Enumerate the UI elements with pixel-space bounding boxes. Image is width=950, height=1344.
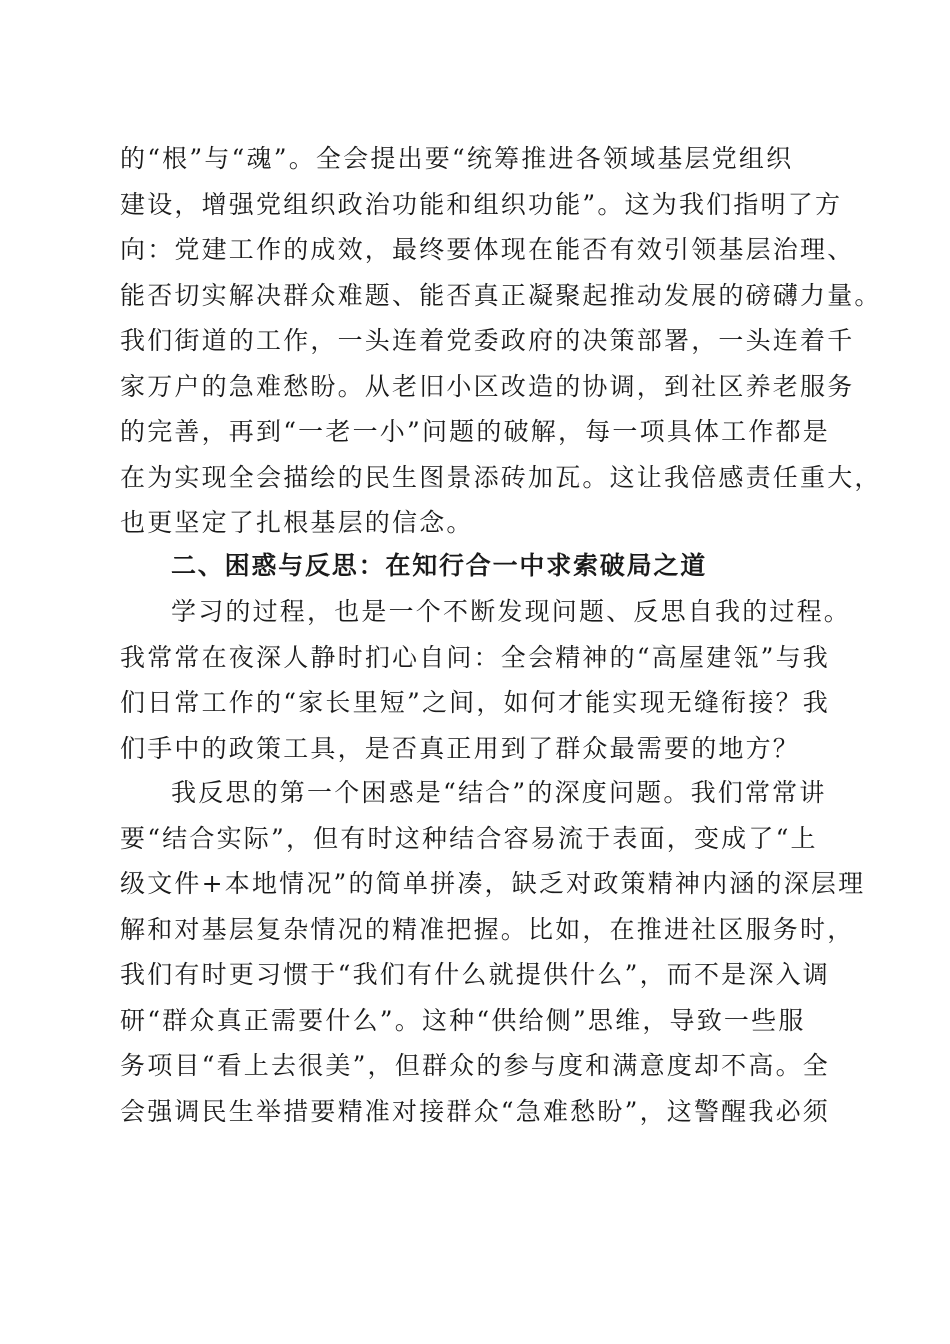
paragraph-line: 务项目“看上去很美”，但群众的参与度和满意度却不高。全 [120,1051,830,1080]
paragraph-line: 要“结合实际”，但有时这种结合容易流于表面，变成了“上 [120,823,818,853]
paragraph-line: 我反思的第一个困惑是“结合”的深度问题。我们常常讲 [171,778,827,807]
paragraph-line: 们手中的政策工具，是否真正用到了群众最需要的地方？ [120,733,801,763]
paragraph-line: 在为实现全会描绘的民生图景添砖加瓦。这让我倍感责任重大， [120,462,882,492]
paragraph-line: 能否切实解决群众难题、能否真正凝聚起推动发展的磅礴力量。 [120,280,882,310]
paragraph-line: 们日常工作的“家长里短”之间，如何才能实现无缝衔接？我 [120,688,830,717]
section-heading: 二、困惑与反思：在知行合一中求索破局之道 [171,551,708,580]
paragraph-line: 家万户的急难愁盼。从老旧小区改造的协调，到社区养老服务 [120,371,855,401]
paragraph-line: 解和对基层复杂情况的精准把握。比如，在推进社区服务时， [120,914,855,944]
paragraph-3 [120,770,866,1134]
paragraph-line: 的完善，再到“一老一小”问题的破解，每一项具体工作都是 [120,417,830,446]
paragraph-line: 向：党建工作的成效，最终要体现在能否有效引领基层治理、 [120,235,855,264]
paragraph-line: 学习的过程，也是一个不断发现问题、反思自我的过程。 [171,597,852,626]
paragraph-line: 研“群众真正需要什么”。这种“供给侧”思维，导致一些服 [120,1005,806,1035]
section-heading-block [120,543,836,589]
paragraph-line: 也更坚定了扎根基层的信念。 [120,508,474,537]
paragraph-line: 的“根”与“魂”。全会提出要“统筹推进各领域基层党组织 [120,144,794,173]
paragraph-line: 我常常在夜深人静时扪心自问：全会精神的“高屋建瓴”与我 [120,642,830,672]
paragraph-2 [120,589,852,771]
paragraph-line: 会强调民生举措要精准对接群众“急难愁盼”，这警醒我必须 [120,1096,830,1126]
paragraph-1 [120,136,882,546]
paragraph-line: 建设，增强党组织政治功能和组织功能”。这为我们指明了方 [120,189,843,219]
paragraph-line: 我们街道的工作，一头连着党委政府的决策部署，一头连着千 [120,326,855,355]
paragraph-line: 我们有时更习惯于“我们有什么就提供什么”，而不是深入调 [120,960,830,989]
paragraph-line: 级文件+本地情况”的简单拼凑，缺乏对政策精神内涵的深层理 [120,869,866,898]
